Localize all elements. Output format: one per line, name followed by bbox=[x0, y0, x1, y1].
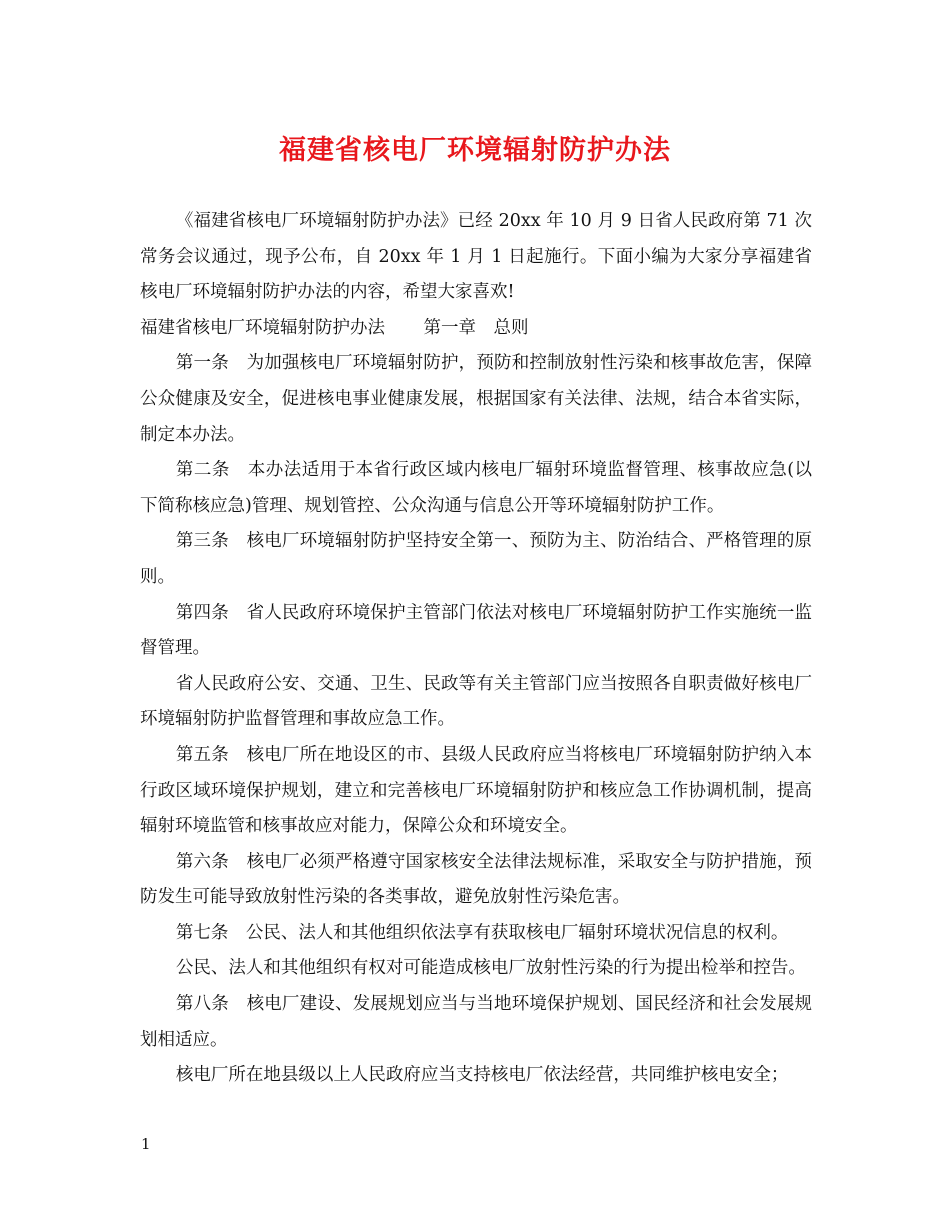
article-paragraph bbox=[140, 845, 812, 916]
article-paragraph bbox=[140, 524, 812, 595]
article-paragraph bbox=[140, 453, 812, 524]
article-continuation-paragraph bbox=[140, 951, 812, 987]
article-text: 公民、法人和其他组织依法享有获取核电厂辐射环境状况信息的权利。 bbox=[245, 922, 789, 943]
article-text: 省人民政府环境保护主管部门依法对核电厂环境辐射防护工作实施统一监督管理。 bbox=[140, 602, 813, 659]
article-label: 第二条 bbox=[175, 460, 230, 481]
article-text: 公民、法人和其他组织有权对可能造成核电厂放射性污染的行为提出检举和控告。 bbox=[175, 958, 806, 979]
article-text: 省人民政府公安、交通、卫生、民政等有关主管部门应当按照各自职责做好核电厂环境辐射防护监督管理和事故应急工作。 bbox=[140, 673, 812, 730]
article-label: 第一条 bbox=[175, 353, 229, 374]
article-text: 核电厂所在地设区的市、县级人民政府应当将核电厂环境辐射防护纳入本行政区域环境保护规划，建立和完善核电厂环境辐射防护和核应急工作协调机制，提高辐射环境监管和核事故应对能力，保障公众和环境安全。 bbox=[140, 744, 813, 837]
article-text: 核电厂所在地县级以上人民政府应当支持核电厂依法经营，共同维护核电安全； bbox=[175, 1065, 789, 1086]
article-paragraph bbox=[140, 346, 812, 453]
heading-document-name: 福建省核电厂环境辐射防护办法 bbox=[140, 317, 385, 338]
article-label: 第三条 bbox=[175, 531, 229, 552]
article-text: 为加强核电厂环境辐射防护，预防和控制放射性污染和核事故危害，保障公众健康及安全，促进核电事业健康发展，根据国家有关法律、法规，结合本省实际，制定本办法。 bbox=[140, 353, 813, 445]
article-paragraph bbox=[140, 738, 812, 845]
article-paragraph bbox=[140, 987, 812, 1058]
page-number: 1 bbox=[141, 1135, 151, 1153]
document-title: 福建省核电厂环境辐射防护办法 bbox=[279, 135, 671, 166]
article-continuation-paragraph bbox=[140, 667, 812, 738]
article-label: 第七条 bbox=[175, 922, 229, 943]
chapter-title: 总则 bbox=[493, 317, 529, 338]
article-text: 核电厂环境辐射防护坚持安全第一、预防为主、防治结合、严格管理的原则。 bbox=[140, 531, 813, 587]
intro-paragraph: 《福建省核电厂环境辐射防护办法》已经 20xx 年 10 月 9 日省人民政府第 71 次常务会议通过，现予公布，自 20xx 年 1 月 1 日起施行。下面小编为大家分享福建省核电厂环境辐射防护办法的内容，希望大家喜欢! bbox=[140, 211, 812, 303]
article-paragraph bbox=[140, 916, 812, 952]
document-body bbox=[140, 204, 812, 1094]
article-continuation-paragraph bbox=[140, 1058, 812, 1094]
chapter-label: 第一章 bbox=[423, 317, 476, 338]
article-label: 第六条 bbox=[175, 851, 229, 872]
article-label: 第五条 bbox=[175, 744, 229, 765]
article-text: 核电厂建设、发展规划应当与当地环境保护规划、国民经济和社会发展规划相适应。 bbox=[140, 994, 813, 1050]
article-paragraph bbox=[140, 596, 812, 667]
article-label: 第八条 bbox=[175, 994, 229, 1015]
article-text: 本办法适用于本省行政区域内核电厂辐射环境监督管理、核事故应急(以下简称核应急)管理、规划管控、公众沟通与信息公开等环境辐射防护工作。 bbox=[140, 460, 813, 516]
chapter-heading-line bbox=[140, 311, 812, 347]
article-text: 核电厂必须严格遵守国家核安全法律法规标准，采取安全与防护措施，预防发生可能导致放射性污染的各类事故，避免放射性污染危害。 bbox=[140, 851, 813, 908]
article-label: 第四条 bbox=[175, 602, 229, 623]
